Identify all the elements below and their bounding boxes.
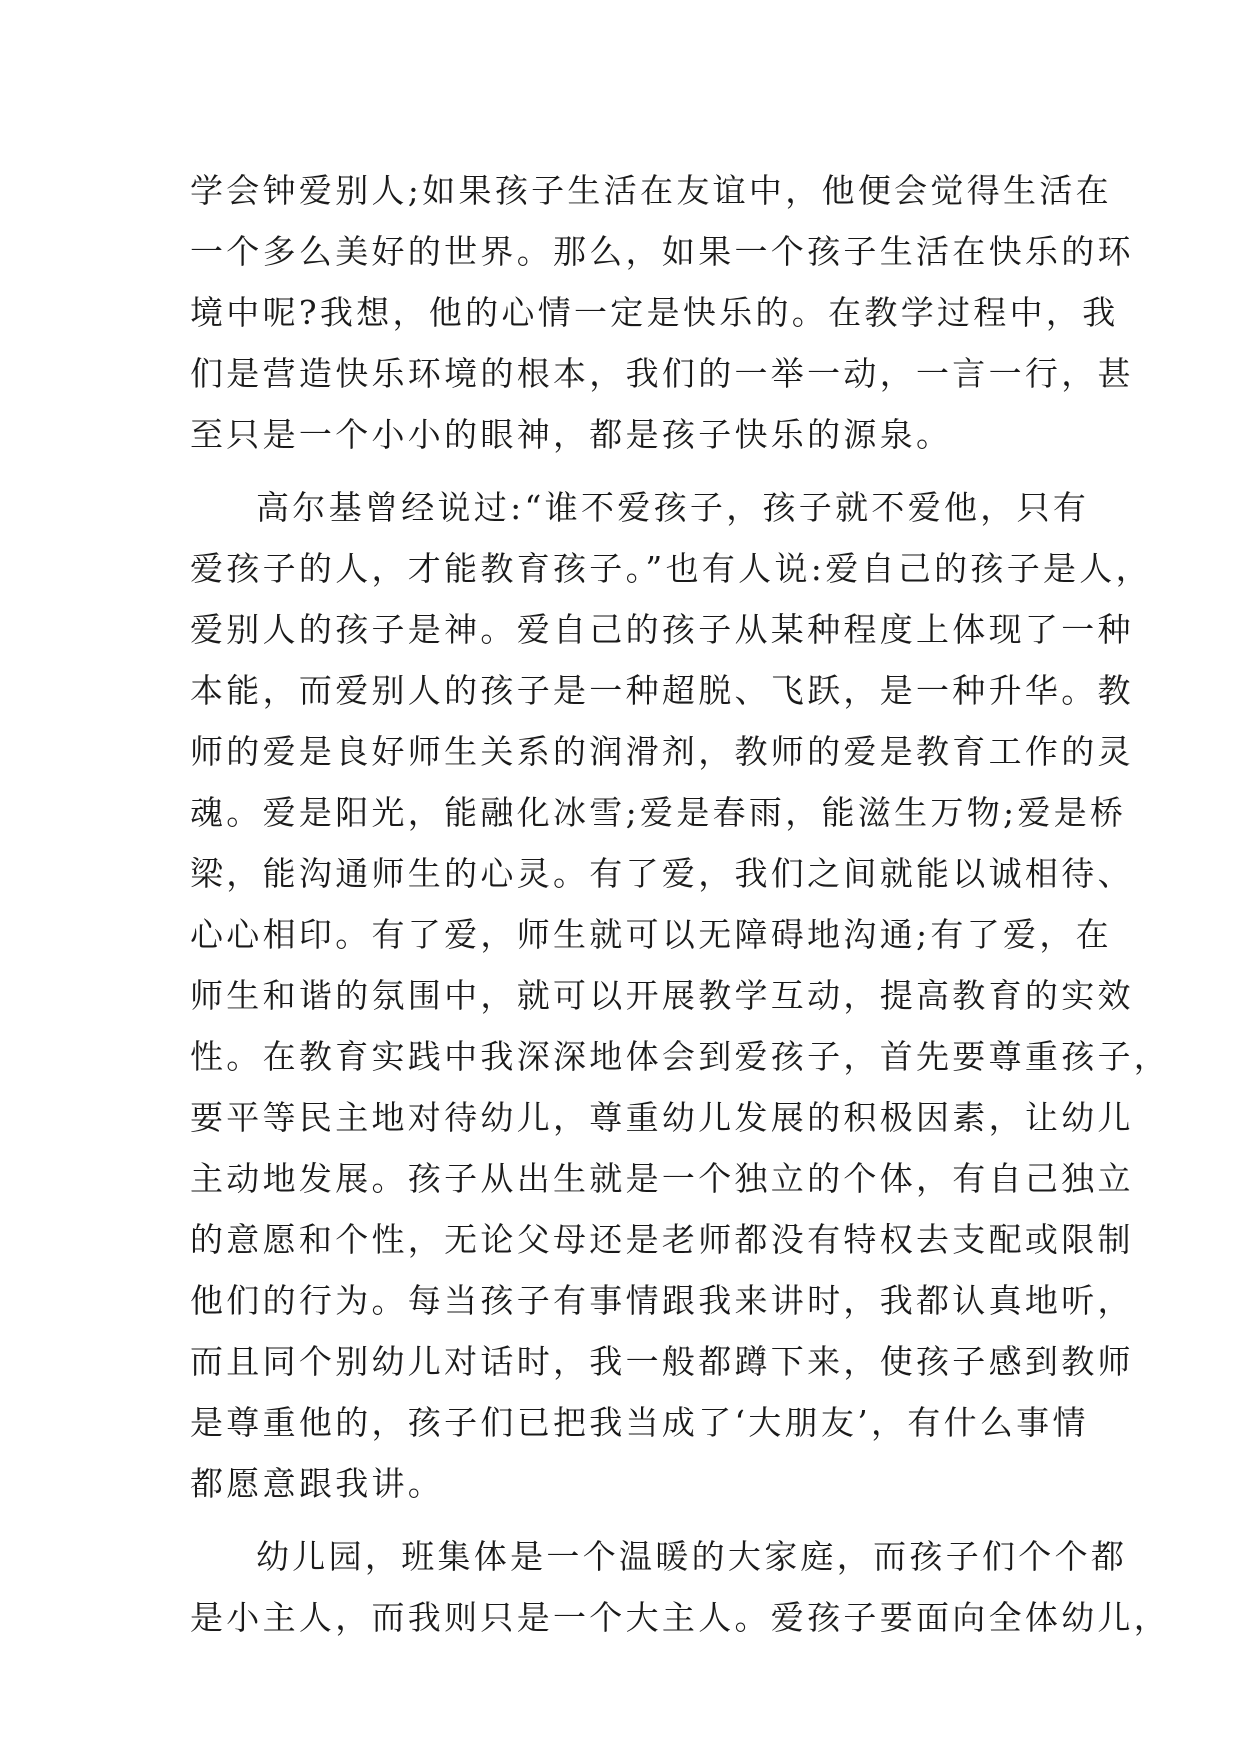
text-line: 是小主人，而我则只是一个大主人。爱孩子要面向全体幼儿，: [190, 1598, 1171, 1637]
text-line: 们是营造快乐环境的根本，我们的一举一动，一言一行，甚: [190, 354, 1134, 393]
text-line: 而且同个别幼儿对话时，我一般都蹲下来，使孩子感到教师: [190, 1342, 1134, 1381]
text-line: 要平等民主地对待幼儿，尊重幼儿发展的积极因素，让幼儿: [190, 1098, 1134, 1137]
text-line: 是尊重他的，孩子们已把我当成了‘大朋友’，有什么事情: [190, 1403, 1089, 1442]
text-line: 都愿意跟我讲。: [190, 1464, 445, 1503]
text-line: 魂。爱是阳光，能融化冰雪;爱是春雨，能滋生万物;爱是桥: [190, 793, 1127, 832]
text-line: 幼儿园，班集体是一个温暖的大家庭，而孩子们个个都: [256, 1537, 1128, 1576]
text-line: 至只是一个小小的眼神，都是孩子快乐的源泉。: [190, 415, 953, 454]
paragraph-spacing: [190, 1514, 1050, 1526]
body-text: [190, 160, 1171, 1648]
text-line: 爱别人的孩子是神。爱自己的孩子从某种程度上体现了一种: [190, 610, 1134, 649]
text-line: 梁，能沟通师生的心灵。有了爱，我们之间就能以诚相待、: [190, 854, 1134, 893]
text-line: 本能，而爱别人的孩子是一种超脱、飞跃，是一种升华。教: [190, 671, 1134, 710]
text-line: 主动地发展。孩子从出生就是一个独立的个体，有自己独立: [190, 1159, 1134, 1198]
text-line: 一个多么美好的世界。那么，如果一个孩子生活在快乐的环: [190, 232, 1134, 271]
text-line: 的意愿和个性，无论父母还是老师都没有特权去支配或限制: [190, 1220, 1134, 1259]
text-line: 境中呢?我想，他的心情一定是快乐的。在教学过程中，我: [190, 293, 1119, 332]
paragraph: [190, 160, 1134, 465]
paragraph: [190, 1526, 1171, 1648]
text-line: 性。在教育实践中我深深地体会到爱孩子，首先要尊重孩子，: [190, 1037, 1171, 1076]
text-line: 师的爱是良好师生关系的润滑剂，教师的爱是教育工作的灵: [190, 732, 1134, 771]
paragraph-spacing: [190, 465, 1050, 477]
text-line: 师生和谐的氛围中，就可以开展教学互动，提高教育的实效: [190, 976, 1134, 1015]
text-line: 心心相印。有了爱，师生就可以无障碍地沟通;有了爱，在: [190, 915, 1112, 954]
text-line: 他们的行为。每当孩子有事情跟我来讲时，我都认真地听，: [190, 1281, 1134, 1320]
text-line: 爱孩子的人，才能教育孩子。”也有人说:爱自己的孩子是人，: [190, 549, 1152, 588]
text-line: 高尔基曾经说过:“谁不爱孩子，孩子就不爱他，只有: [256, 488, 1090, 527]
text-line: 学会钟爱别人;如果孩子生活在友谊中，他便会觉得生活在: [190, 171, 1112, 210]
paragraph: [190, 477, 1171, 1514]
